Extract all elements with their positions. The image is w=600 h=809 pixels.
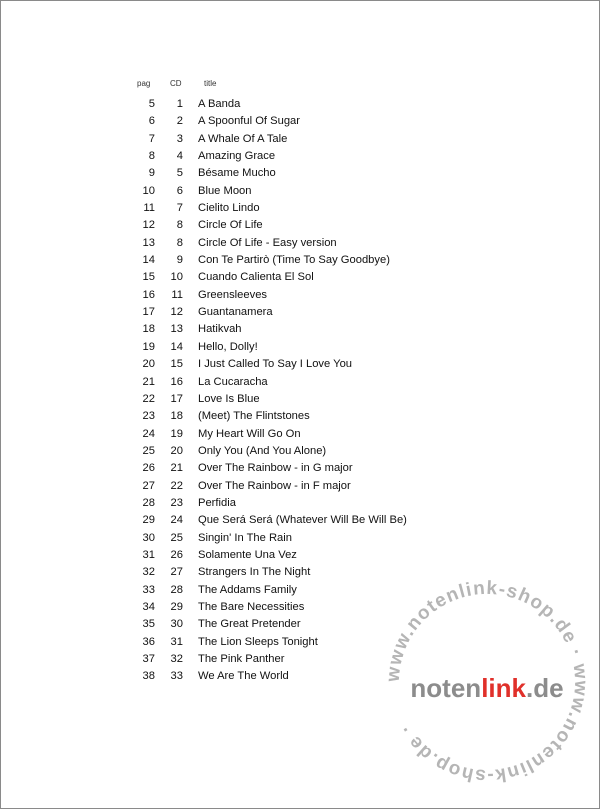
toc-page-number: 38 (142, 670, 155, 683)
toc-song-title: Love Is Blue (198, 392, 260, 405)
toc-cd-track: 15 (170, 358, 183, 371)
toc-page-number: 27 (142, 479, 155, 492)
toc-song-title: A Whale Of A Tale (198, 132, 288, 145)
toc-page-number: 16 (142, 288, 155, 301)
toc-song-title: Hatikvah (198, 323, 242, 336)
toc-song-title: Circle Of Life (198, 219, 263, 232)
toc-song-title: Blue Moon (198, 184, 252, 197)
toc-song-title: My Heart Will Go On (198, 427, 301, 440)
toc-cd-track: 1 (176, 98, 183, 110)
watermark-ring-text: www.notenlink-shop.de · www.notenlink-shop.de · (382, 577, 592, 787)
toc-page-number: 10 (142, 184, 155, 197)
toc-song-title: The Pink Panther (198, 653, 285, 665)
toc-cd-track: 10 (170, 271, 183, 284)
toc-page-number: 21 (142, 375, 155, 388)
toc-cd-track: 22 (170, 479, 183, 492)
toc-cd-track: 21 (170, 462, 183, 475)
toc-song-title: A Banda (198, 98, 241, 110)
toc-song-title: Amazing Grace (198, 150, 276, 163)
toc-song-title: Hello, Dolly! (198, 340, 258, 353)
toc-cd-track: 16 (170, 375, 183, 388)
toc-song-title: Only You (And You Alone) (198, 444, 327, 457)
toc-page-number: 37 (142, 653, 155, 665)
toc-cd-track: 13 (170, 323, 183, 336)
toc-page-number: 26 (142, 462, 155, 475)
toc-cd-track: 8 (176, 219, 183, 232)
toc-page-number: 18 (142, 323, 155, 336)
toc-song-title: Perfidia (198, 496, 236, 509)
toc-song-title: Bésame Mucho (198, 167, 276, 180)
toc-cd-track: 24 (170, 514, 183, 527)
toc-song-title: La Cucaracha (198, 375, 268, 388)
toc-song-title: We Are The World (198, 670, 289, 683)
toc-cd-track: 19 (170, 427, 183, 440)
toc-cd-track: 18 (170, 410, 183, 423)
toc-page-number: 6 (148, 115, 155, 128)
notenlink-watermark-stamp (381, 576, 593, 788)
toc-cd-track: 30 (170, 618, 183, 631)
toc-cd-track: 29 (170, 600, 183, 613)
toc-song-title: The Addams Family (198, 583, 297, 596)
toc-page-number: 36 (142, 635, 155, 648)
toc-page-number: 15 (142, 271, 155, 284)
toc-cd-track: 20 (170, 444, 183, 457)
toc-cd-track: 3 (176, 132, 183, 145)
toc-page-number: 17 (142, 306, 155, 319)
toc-song-title: The Great Pretender (198, 618, 301, 631)
toc-song-title: (Meet) The Flintstones (198, 410, 310, 423)
toc-page-number: 29 (142, 514, 155, 527)
toc-page-number: 7 (148, 132, 155, 145)
toc-cd-track: 6 (176, 184, 183, 197)
toc-cd-track: 32 (170, 653, 183, 665)
toc-page-number: 19 (142, 340, 155, 353)
toc-song-title: Cielito Lindo (198, 202, 260, 215)
toc-page-number: 22 (142, 392, 155, 405)
toc-song-title: Over The Rainbow - in G major (198, 462, 353, 475)
toc-page-number: 28 (142, 496, 155, 509)
toc-page-number: 9 (148, 167, 155, 180)
toc-cd-track: 14 (170, 340, 183, 353)
toc-song-title: Que Será Será (Whatever Will Be Will Be) (198, 514, 407, 527)
toc-cd-track: 17 (170, 392, 183, 405)
toc-page-number: 25 (142, 444, 155, 457)
toc-cd-track: 11 (171, 288, 183, 301)
toc-song-title: Strangers In The Night (198, 566, 311, 579)
toc-page-number: 32 (142, 566, 155, 579)
toc-page-number: 23 (142, 410, 155, 423)
toc-song-title: The Bare Necessities (198, 600, 305, 613)
toc-page-number: 12 (142, 219, 155, 232)
toc-cd-track: 2 (176, 115, 183, 128)
toc-song-title: Greensleeves (198, 288, 268, 301)
toc-song-title: Guantanamera (198, 306, 273, 319)
toc-page-number: 5 (148, 98, 155, 110)
toc-song-title: Con Te Partirò (Time To Say Goodbye) (198, 254, 390, 267)
toc-cd-track: 12 (170, 306, 183, 319)
toc-song-title: A Spoonful Of Sugar (198, 115, 300, 128)
toc-page-number: 11 (143, 202, 155, 215)
toc-cd-track: 26 (170, 548, 183, 561)
toc-page-number: 33 (142, 583, 155, 596)
toc-song-title: Solamente Una Vez (198, 548, 297, 561)
toc-page-number: 24 (142, 427, 155, 440)
toc-cd-track: 31 (170, 635, 183, 648)
header-pag: pag (137, 79, 151, 88)
toc-page-number: 30 (142, 531, 155, 544)
toc-page-number: 14 (142, 254, 155, 267)
toc-cd-track: 9 (176, 254, 183, 267)
toc-song-title: The Lion Sleeps Tonight (198, 635, 318, 648)
toc-page-number: 34 (142, 600, 155, 613)
toc-song-title: Circle Of Life - Easy version (198, 236, 337, 249)
toc-page-number: 13 (142, 236, 155, 249)
toc-page-number: 8 (148, 150, 155, 163)
toc-cd-track: 4 (176, 150, 183, 163)
header-title: title (204, 79, 217, 88)
toc-page-number: 20 (142, 358, 155, 371)
watermark-logo: notenlink.de (410, 673, 564, 703)
toc-song-title: Singin' In The Rain (198, 531, 292, 544)
toc-cd-track: 7 (176, 202, 183, 215)
toc-cd-track: 5 (176, 167, 183, 180)
toc-cd-track: 28 (170, 583, 183, 596)
toc-song-title: Cuando Calienta El Sol (198, 271, 314, 284)
toc-cd-track: 23 (170, 496, 183, 509)
toc-page-number: 35 (142, 618, 155, 631)
toc-cd-track: 25 (170, 531, 183, 544)
toc-song-title: Over The Rainbow - in F major (198, 479, 351, 492)
toc-cd-track: 33 (170, 670, 183, 683)
toc-cd-track: 27 (170, 566, 183, 579)
header-cd: CD (170, 79, 182, 88)
toc-cd-track: 8 (176, 236, 183, 249)
toc-song-title: I Just Called To Say I Love You (198, 358, 353, 371)
toc-page-number: 31 (142, 548, 155, 561)
